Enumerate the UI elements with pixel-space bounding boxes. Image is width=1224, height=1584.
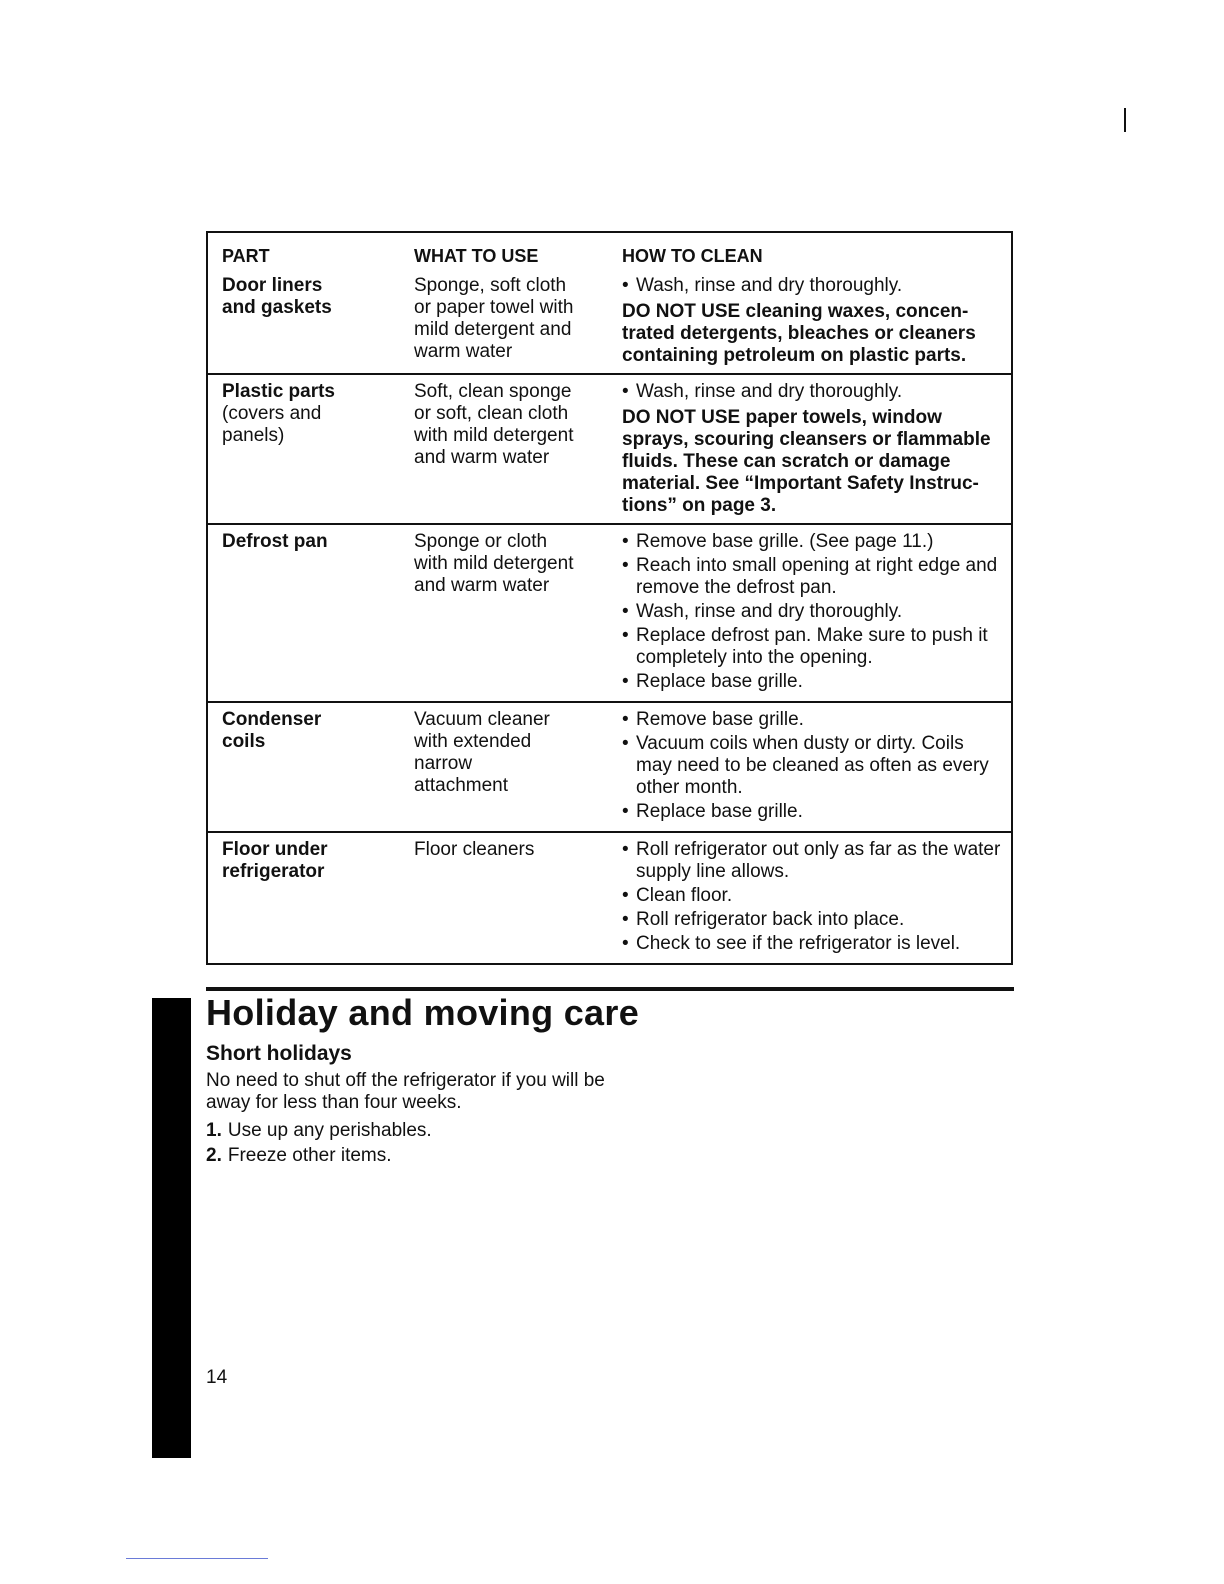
how-to-clean-cell: [608, 524, 1012, 702]
section-title: Holiday and moving care: [206, 992, 640, 1033]
cleaning-step: • Wash, rinse and dry thoroughly.: [622, 381, 1003, 403]
part-cell: [207, 832, 400, 964]
cleaning-step: • Wash, rinse and dry thoroughly.: [622, 601, 1003, 623]
part-name: Floor under refrigerator: [222, 839, 328, 882]
part-cell: [207, 702, 400, 832]
cleaning-step: • Wash, rinse and dry thoroughly.: [622, 275, 1003, 297]
part-cell: [207, 374, 400, 524]
step-text: Freeze other items.: [227, 1145, 392, 1166]
part-cell: [207, 524, 400, 702]
cleaning-step: • Remove base grille.: [622, 709, 1003, 731]
cleaning-step: • Remove base grille. (See page 11.): [622, 531, 1003, 553]
cleaning-table: [206, 231, 1013, 965]
part-name: Defrost pan: [222, 531, 328, 552]
part-subtext: (covers and panels): [222, 403, 322, 446]
cleaning-steps: [622, 275, 1003, 297]
what-to-use-cell: Vacuum cleaner with extended narrow attachment: [400, 702, 608, 832]
holiday-steps-list: [206, 1118, 432, 1168]
table-body: [207, 269, 1012, 964]
table-header-row: [207, 232, 1012, 269]
margin-tick-mark: [1124, 108, 1126, 132]
black-side-tab: [152, 998, 191, 1458]
warning-text: DO NOT USE cleaning waxes, concen- trated detergents, bleaches or cleaners containing petroleum on plastic parts.: [622, 301, 976, 366]
section-rule: [206, 987, 1014, 991]
how-to-clean-cell: [608, 269, 1012, 374]
cleaning-step: • Roll refrigerator out only as far as the water supply line allows.: [622, 839, 1003, 883]
table-row: [207, 524, 1012, 702]
part-name: Plastic parts: [222, 381, 335, 402]
what-to-use-cell: Sponge, soft cloth or paper towel with mild detergent and warm water: [414, 275, 574, 362]
part-name: Condenser coils: [222, 709, 322, 752]
header-what-to-use: WHAT TO USE: [414, 246, 539, 266]
how-to-clean-cell: [608, 702, 1012, 832]
cleaning-steps: [622, 381, 1003, 403]
part-name: Door liners and gaskets: [222, 275, 332, 318]
page-number: 14: [206, 1367, 228, 1388]
cleaning-step: • Vacuum coils when dusty or dirty. Coils may need to be cleaned as often as every other month.: [622, 733, 1003, 799]
list-item: [206, 1143, 432, 1168]
step-text: Use up any perishables.: [227, 1120, 432, 1141]
section-subtitle: Short holidays: [206, 1042, 352, 1065]
list-item: [206, 1118, 432, 1143]
table-row: [207, 702, 1012, 832]
step-number: 1.: [206, 1120, 222, 1141]
part-cell: [207, 269, 400, 374]
cleaning-step: • Roll refrigerator back into place.: [622, 909, 1003, 931]
cleaning-step: • Replace base grille.: [622, 801, 1003, 823]
table-row: [207, 269, 1012, 374]
cleaning-steps: [622, 709, 1003, 823]
cleaning-step: • Reach into small opening at right edge and remove the defrost pan.: [622, 555, 1003, 599]
what-to-use-cell: Floor cleaners: [400, 832, 608, 964]
warning-text: DO NOT USE paper towels, window sprays, scouring cleansers or flammable fluids. These can scratch or damage material. See “Important Safety Instruc- tions” on page 3.: [622, 407, 991, 516]
table-row: [207, 832, 1012, 964]
cleaning-step: • Replace base grille.: [622, 671, 1003, 693]
cleaning-step: • Clean floor.: [622, 885, 1003, 907]
cleaning-step: • Replace defrost pan. Make sure to push it completely into the opening.: [622, 625, 1003, 669]
cleaning-step: • Check to see if the refrigerator is level.: [622, 933, 1003, 955]
step-number: 2.: [206, 1145, 222, 1166]
what-to-use-cell: Soft, clean sponge or soft, clean cloth with mild detergent and warm water: [400, 374, 608, 524]
cleaning-steps: [622, 839, 1003, 955]
how-to-clean-cell: [608, 832, 1012, 964]
intro-paragraph: No need to shut off the refrigerator if you will be away for less than four weeks.: [206, 1070, 605, 1113]
bottom-rule: [126, 1558, 268, 1559]
table-row: [207, 374, 1012, 524]
header-part: PART: [222, 246, 270, 266]
cleaning-steps: [622, 531, 1003, 693]
header-how-to-clean: HOW TO CLEAN: [622, 246, 763, 266]
how-to-clean-cell: [608, 374, 1012, 524]
what-to-use-cell: Sponge or cloth with mild detergent and warm water: [400, 524, 608, 702]
